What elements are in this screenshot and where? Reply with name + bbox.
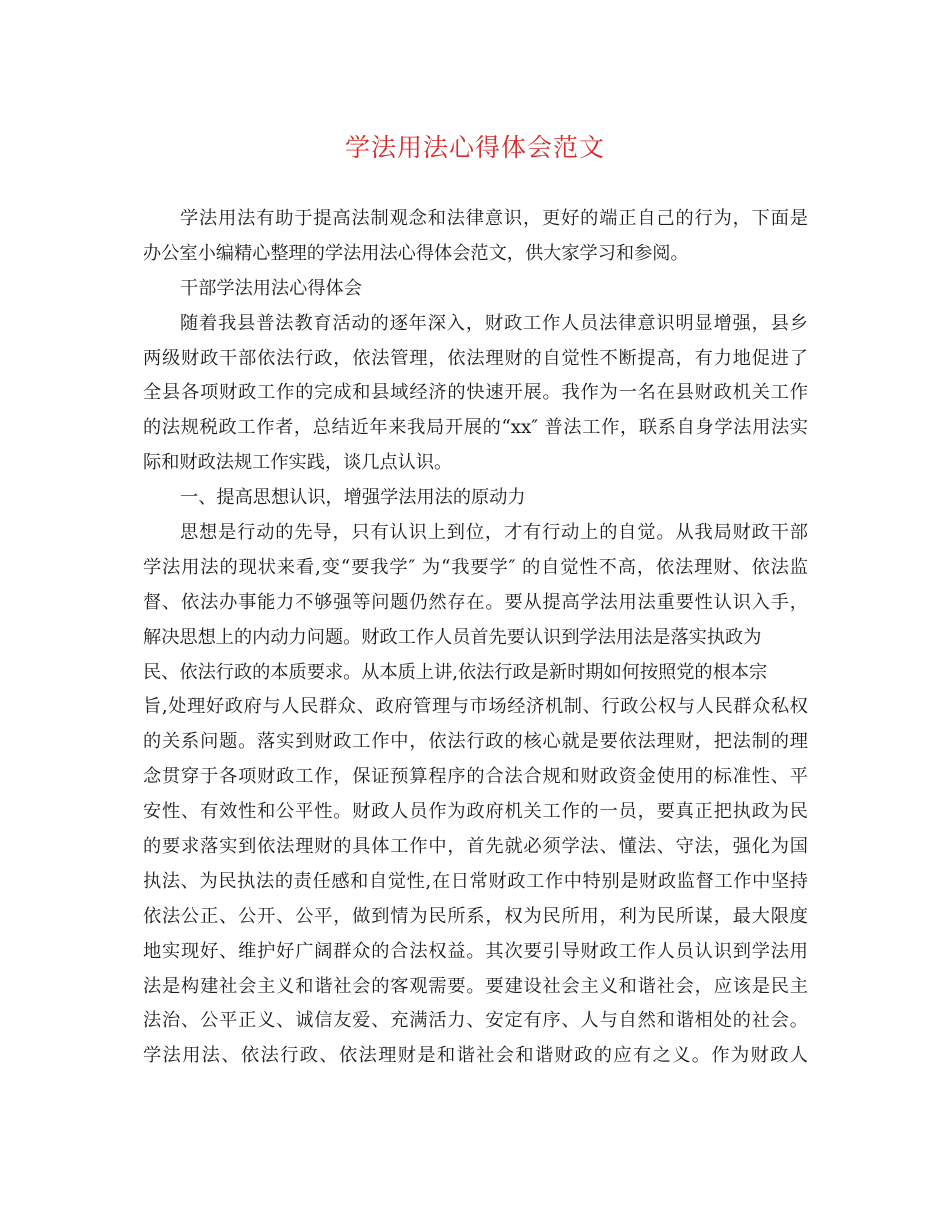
section-heading: 一、提高思想认识，增强学法用法的原动力 xyxy=(180,487,526,509)
text-line: 解决思想上的内动力问题。财政工作人员首先要认识到学法用法是落实执政为 xyxy=(143,626,762,648)
text-line: 督、依法办事能力不够强等问题仍然存在。要从提高学法用法重要性认识入手， xyxy=(143,591,808,613)
text-line: 两级财政干部依法行政，依法管理，依法理财的自觉性不断提高，有力地促进了 xyxy=(143,347,808,369)
text-line: 旨,处理好政府与人民群众、政府管理与市场经济机制、行政公权与人民群众私权 xyxy=(143,696,808,718)
text-line: 思想是行动的先导，只有认识上到位，才有行动上的自觉。从我局财政干部 xyxy=(180,522,808,544)
text-line: 地实现好、维护好广阔群众的合法权益。其次要引导财政工作人员认识到学法用 xyxy=(143,940,808,962)
text-line: 依法公正、公开、公平，做到情为民所系，权为民所用，利为民所谋，最大限度 xyxy=(143,905,808,927)
text-line: 执法、为民执法的责任感和自觉性,在日常财政工作中特别是财政监督工作中坚持 xyxy=(143,870,808,892)
section-heading: 干部学法用法心得体会 xyxy=(180,277,362,299)
text-line: 念贯穿于各项财政工作，保证预算程序的合法合规和财政资金使用的标准性、平 xyxy=(143,766,808,788)
document-title: 学法用法心得体会范文 xyxy=(344,133,605,162)
text-line: 安性、有效性和公平性。财政人员作为政府机关工作的一员，要真正把执政为民 xyxy=(143,801,808,823)
text-line: 学法用法有助于提高法制观念和法律意识，更好的端正自己的行为，下面是 xyxy=(180,208,808,229)
text-line: 随着我县普法教育活动的逐年深入，财政工作人员法律意识明显增强，县乡 xyxy=(180,312,808,334)
text-line: 法治、公平正义、诚信友爱、充满活力、安定有序、人与自然和谐相处的社会。 xyxy=(143,1010,808,1032)
text-line: 办公室小编精心整理的学法用法心得体会范文，供大家学习和参阅。 xyxy=(143,242,689,264)
text-line: 民、依法行政的本质要求。从本质上讲,依法行政是新时期如何按照党的根本宗 xyxy=(143,661,768,683)
text-line: 际和财政法规工作实践，谈几点认识。 xyxy=(143,452,453,474)
text-line: 的要求落实到依法理财的具体工作中，首先就必须学法、懂法、守法，强化为国 xyxy=(143,836,808,858)
text-line: 的关系问题。落实到财政工作中，依法行政的核心就是要依法理财，把法制的理 xyxy=(143,731,808,753)
text-line: 全县各项财政工作的完成和县域经济的快速开展。我作为一名在县财政机关工作 xyxy=(143,382,808,404)
document-body xyxy=(143,202,808,1074)
text-line: 学法用法、依法行政、依法理财是和谐社会和谐财政的应有之义。作为财政人 xyxy=(143,1045,808,1067)
text-line: 的法规税政工作者，总结近年来我局开展的“xx″ 普法工作，联系自身学法用法实 xyxy=(143,417,808,439)
text-line: 法是构建社会主义和谐社会的客观需要。要建设社会主义和谐社会，应该是民主 xyxy=(143,975,808,997)
text-line: 学法用法的现状来看,变“要我学″ 为“我要学″ 的自觉性不高，依法理财、依法监 xyxy=(143,556,808,578)
